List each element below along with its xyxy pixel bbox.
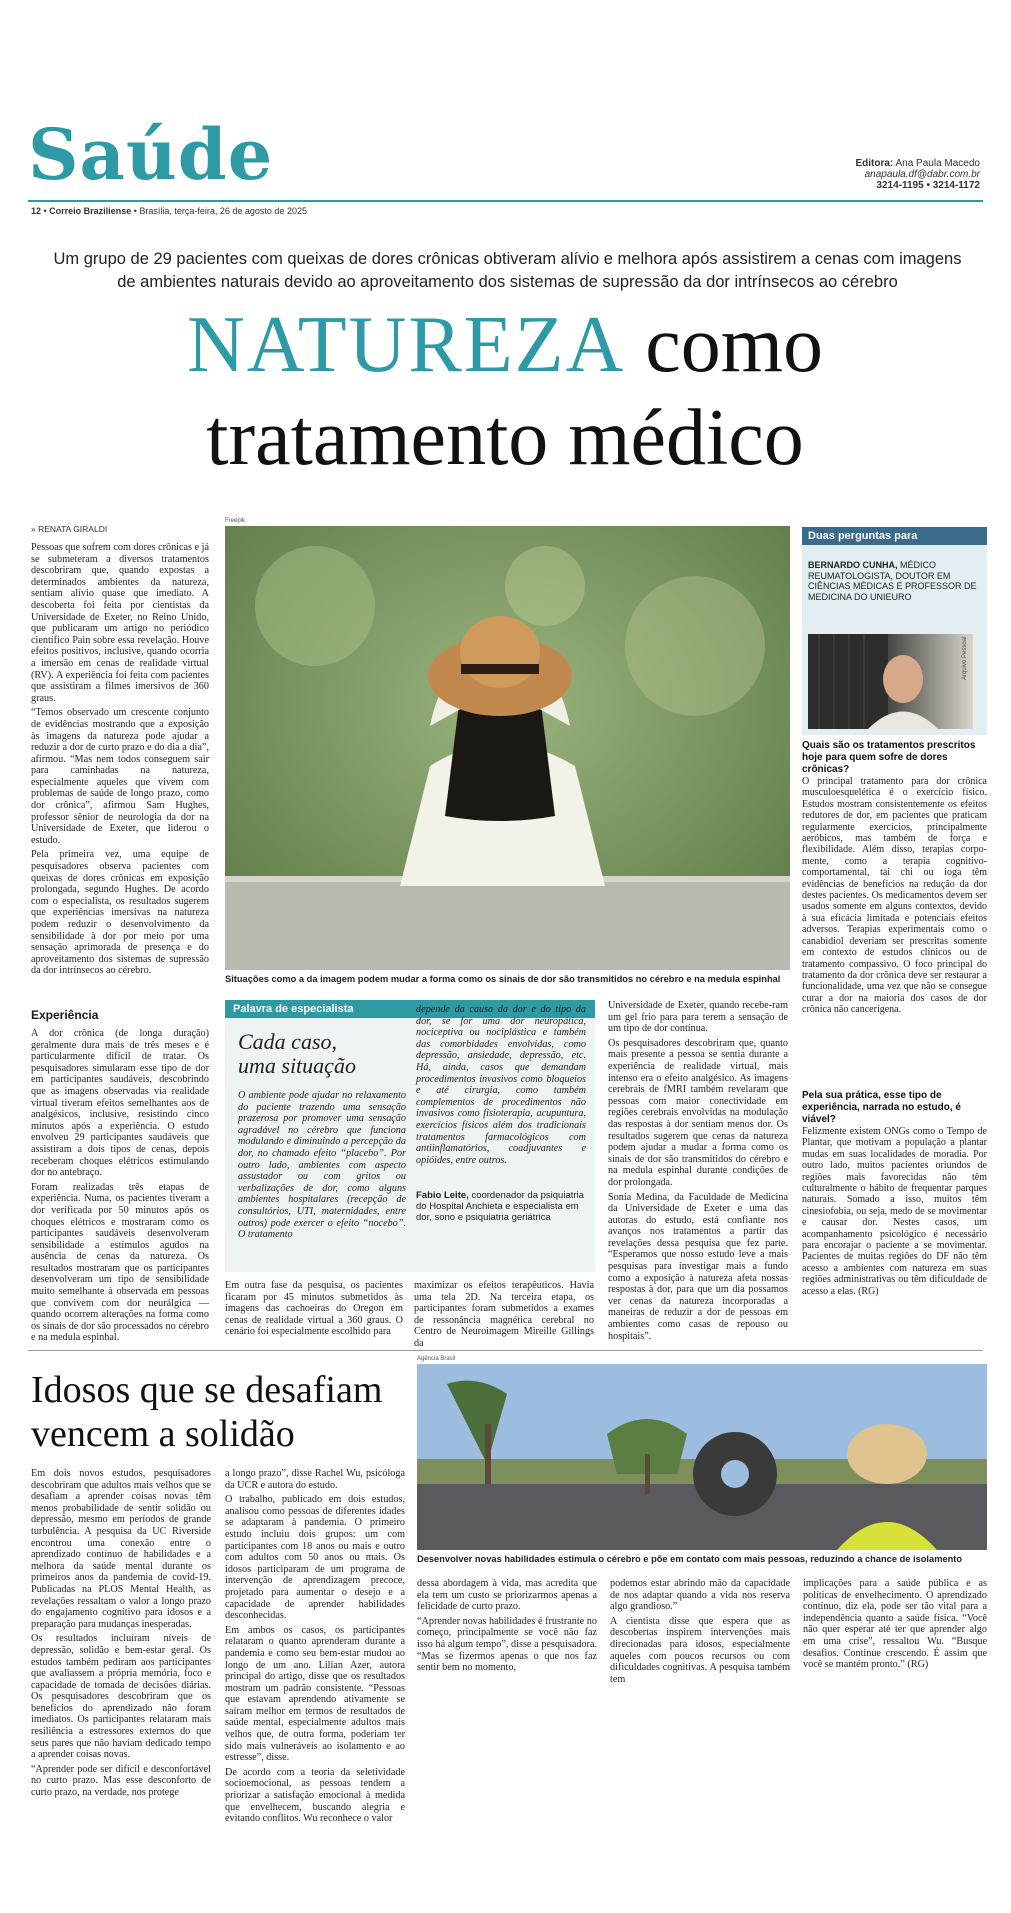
story2-col4 xyxy=(610,1578,790,1908)
photo2 xyxy=(417,1364,987,1550)
sidebar-answer-2: Felizmente existem ONGs como o Tempo de Plantar, que motivam a população a plantar mudas em suas localidades de moradia. Por outro lado, muitos pacientes oriundos de regiões mais favorecidas não têm culturalmente o hábito de frequentar parques naturais. Somado a isso, muitos têm cinesiofobia, ou seja, medo de se movimentar e causar dor. Nestes casos, um acompanhamento psicológico é necessário para encorajar o paciente a se movimentar. Pacientes de muitas regiões do DF não têm acesso a ambientes com natureza em suas regiões administrativas ou têm dificuldade de acesso a elas. (RG) xyxy=(802,1126,987,1297)
paragraph: dessa abordagem à vida, mas acredita que ela tem um custo se priorizarmos apenas a felicidade de curto prazo. xyxy=(417,1578,597,1613)
paragraph: A cientista disse que espera que as descobertas inspirem intervenções mais direcionadas para idosos, especialmente aqueles com poucos recursos ou com dificuldades cognitivas. A pesquisa também tem xyxy=(610,1615,790,1685)
section-title: Saúde xyxy=(28,113,274,196)
mid-bottom-col2: maximizar os efeitos terapêuticos. Havia uma tela 2D. Na terceira etapa, os participantes foram submetidos a exames de ressonância magnética cerebral no Centro de Neuroimagem Mireille Gillings da xyxy=(414,1280,594,1349)
sidebar-photo xyxy=(808,634,973,729)
paragraph: O trabalho, publicado em dois estudos, analisou como pessoas de diferentes idades se adaptaram à pandemia. O primeiro estudo incluiu dois grupos: um com participantes com 18 anos ou mais e outro com adultos com 50 anos ou mais. Os idosos participaram de um programa de intervenção de aprendizagem precoce, projetado para aumentar o desejo e a capacidade de aprender habilidades desconhecidas. xyxy=(225,1494,405,1622)
lead-summary xyxy=(30,248,985,294)
story2-headline xyxy=(31,1368,382,1456)
paragraph: De acordo com a teoria da seletividade socioemocional, as pessoas tendem a priorizar a satisfação emocional à medida que envelhecem, buscando alegria e evitando conflitos. Wu reconhece o valor xyxy=(225,1766,405,1825)
headline-rest: como xyxy=(645,301,823,389)
story2-col3 xyxy=(417,1578,597,1908)
main-column-1 xyxy=(31,542,209,992)
specialist-signature xyxy=(416,1190,586,1223)
mid-bottom-col1: Em outra fase da pesquisa, os pacientes ficaram por 45 minutos submetidos às imagens das cachoeiras do Oregon em cenas de realidade virtual a 360 graus. O cenário foi especialmente escolhido para xyxy=(225,1280,403,1338)
photo1 xyxy=(225,526,790,970)
sidebar-question-1: Quais são os tratamentos prescritos hoje para quem sofre de dores crônicas? xyxy=(802,740,976,775)
paper-name: Correio Braziliense xyxy=(49,206,132,216)
paragraph: Foram realizadas três etapas de experiência. Numa, os pacientes tiveram a dor verificada por 50 minutos após os choques elétricos e mostraram como os participantes saudáveis desenvolveram sensibilidade a estímulos agudos na ausência de cenas da natureza. Os resultados mostraram que os participantes desenvolveram um tipo de sensibilidade muito semelhante à observada em pessoas que convivem com dor neurálgica — quando ocorrem alterações na forma como os sinais de dor são processados no cérebro e na medula espinhal. xyxy=(31,1181,209,1344)
paragraph: Os pesquisadores descobriram que, quanto mais presente a pessoa se sentia durante a experiência de realidade virtual, mais intenso era o efeito analgésico. As imagens cerebrais de fMRI também revelaram que pessoas com maior conectividade em regiões cerebrais envolvidas na modulação das respostas à dor sentiam menos dor. Os resultados sugerem que cenas da natureza podem ajudar a mudar a forma como os sinais de dor são transmitidos do cérebro e na medula espinhal durante condições de dor prolongada. xyxy=(608,1037,788,1188)
paragraph: “Aprender pode ser difícil e desconfortável no curto prazo. Mas esse desconforto de curto prazo, na verdade, nos protege xyxy=(31,1763,211,1799)
paragraph: implicações para a saúde pública e as políticas de envelhecimento. O aprendizado contínuo, diz ela, pode ser tão vital para a independência quanto a saúde física. “Você não quer esperar até ter que aprender algo em uma crise”, ressaltou Wu. “Busque desafios. Continue crescendo. É assim que você se mantém pronto.” (RG) xyxy=(803,1578,987,1671)
photo2-caption: Desenvolver novas habilidades estimula o cérebro e põe em contato com mais pessoas, reduzindo a chance de isolamento xyxy=(417,1554,963,1564)
main-headline xyxy=(20,301,990,389)
specialist-label: Palavra de especialista xyxy=(225,1000,595,1018)
page-number: 12 xyxy=(31,206,42,216)
sidebar-question-2: Pela sua prática, esse tipo de experiência, narrada no estudo, é viável? xyxy=(802,1090,961,1125)
sidebar-photo-credit: Arquivo Pessoal xyxy=(962,636,968,680)
story2-headline-line1: Idosos que se desafiam xyxy=(31,1369,383,1411)
editor-block xyxy=(800,158,980,191)
paragraph: Sonia Medina, da Faculdade de Medicina da Universidade de Exeter e uma das autoras do estudo, está confiante nos avanços nos tratamentos a partir das revelações dessa pesquisa que fez parte. “Esperamos que nosso estudo leve a mais pesquisas para investigar mais a fundo como a exposição à natureza afeta nossas respostas à dor, para que um dia possamos ver cenas da natureza incorporadas a maneiras de reduzir a dor de pessoas em ambientes como casas de repouso ou hospitais”. xyxy=(608,1191,788,1342)
subhead-experiencia: Experiência xyxy=(31,1008,99,1022)
paragraph: Pela primeira vez, uma equipe de pesquisadores observa pacientes com queixas de dores crônicas em exposição prolongada, segundo Hughes. De acordo com o especialista, os resultados sugerem que experiências imersivas na natureza podem reduzir o desenvolvimento da sensibilidade à dor por meio por uma sensação aprimorada de presença e do aproveitamento dos sistemas de supressão da dor intrínsecos ao cérebro. xyxy=(31,849,209,977)
story2-col1 xyxy=(31,1468,211,1908)
story2-col5 xyxy=(803,1578,987,1908)
photo2-credit: Agência Brasil xyxy=(417,1356,456,1362)
lead-summary-line2: de ambientes naturais devido ao aproveitamento dos sistemas de supressão da dor intrínsecos ao cérebro xyxy=(117,273,898,291)
story2-headline-line2: vencem a solidão xyxy=(31,1413,295,1455)
paragraph: Universidade de Exeter, quando recebe-ram um gel frio para para terem a sensação de um tipo de dor contínua. xyxy=(608,1000,788,1035)
editor-name: Ana Paula Macedo xyxy=(895,158,980,169)
masthead-rule xyxy=(28,200,983,202)
editor-phones: 3214-1195 • 3214-1172 xyxy=(876,180,980,191)
elderly-exercise-illustration xyxy=(417,1364,987,1550)
paragraph: podemos estar abrindo mão da capacidade de nos adaptar quando a vida nos reserva algo grandioso.” xyxy=(610,1578,790,1613)
editor-email[interactable]: anapaula.df@dabr.com.br xyxy=(864,169,980,180)
byline: » RENATA GIRALDI xyxy=(31,524,108,534)
sidebar-person-name: BERNARDO CUNHA, xyxy=(808,560,898,570)
photo1-caption: Situações como a da imagem podem mudar a forma como os sinais de dor são transmitidos no cérebro e na medula espinhal xyxy=(225,974,781,984)
photo1-credit: Freepik xyxy=(225,518,246,524)
paragraph: “Aprender novas habilidades é frustrante no começo, principalmente se você não faz isso há algum tempo”, disse a pesquisadora. “Mas se fizermos apenas o que nos faz sentir bem no momento, xyxy=(417,1615,597,1674)
specialist-title-line2: uma situação xyxy=(238,1053,356,1078)
specialist-text-a: O ambiente pode ajudar no relaxamento do paciente trazendo uma sensação prazerosa por promover uma sensação agradável no cérebro que funciona modulando e diminuindo a percepção da dor, no chamado efeito “placebo”. Por outro lado, ambientes com aspecto assustador ou com gritos ou verbalizações de dor, como alguns ambientes hospitalares (recepção de consultórios, UTI, maternidades, entre outros) pode exercer o efeito “nocebo”. O tratamento xyxy=(238,1090,406,1241)
paragraph: Pessoas que sofrem com dores crônicas e já se submeteram a diversos tratamentos descobriram que, quando expostas a determinados ambientes da natureza, sentiam alívio quase que imediato. A descoberta foi feita por cientistas da Universidade de Exeter, no Reino Unido, que publicaram um artigo no periódico científico Pain sobre essa revelação. Houve efeitos positivos, inclusive, quando ocorria a imersão em cenas de realidade virtual (RV). A experiência foi feita com pacientes que assistiram a filmes imersivos de 360 graus. xyxy=(31,542,209,704)
sidebar-person-desc: MÉDICO REUMATOLOGISTA, DOUTOR EM CIÊNCIAS MÉDICAS E PROFESSOR DE MEDICINA DO UNIEURO xyxy=(808,560,977,602)
specialist-role: coordenador da psiquiatria do Hospital Anchieta e especialista em dor, sono e psiquiatria geriátrica xyxy=(416,1190,584,1223)
story2-col2 xyxy=(225,1468,405,1908)
paragraph: A dor crônica (de longa duração) geralmente dura mais de três meses e é particularmente difícil de tratar. Os pesquisadores simularam esse tipo de dor em participantes saudáveis, descobrindo que as imagens observadas via realidade virtual tiveram efeitos semelhantes aos de analgésicos, inclusive, resistindo cinco minutos após a experiência. O estudo envolveu 29 participantes saudáveis que assistiram a dois tipos de cenas, depois receberam choques elétricos estimulando dor no antebraço. xyxy=(31,1028,209,1179)
paragraph: Os resultados incluíram níveis de depressão, solidão e bem-estar geral. Os estudos também pediram aos participantes que avaliassem a própria memória, foco e capacidade de tomada de decisões diárias. Os pesquisadores descobriram que os benefícios do aprendizado não foram imediatos. Os participantes relataram mais resiliência a estressores externos do que seus pares que não haviam dedicado tempo a aprender coisas novas. xyxy=(31,1633,211,1761)
masthead-meta: 12 • Correio Braziliense • Brasília, terça-feira, 26 de agosto de 2025 xyxy=(31,206,307,216)
story2-rule xyxy=(28,1350,983,1351)
specialist-title xyxy=(238,1030,356,1078)
specialist-text-b: depende da causa da dor e do tipo da dor, se for uma dor neuropática, nociceptiva ou nociplástica e também das comorbidades envolvidas, como depressão, ansiedade, depressão, etc. Há, ainda, casos que demandam procedimentos invasivos como bloqueios e até cirurgia, como também complementos de procedimentos não invasivos como fisioterapia, acupuntura, exercícios físicos além dos tradicionais tratamentos farmacológicos com antiinflamatórios, coadjuvantes e opióides, entre outros. xyxy=(416,1004,586,1166)
specialist-name: Fabio Leite, xyxy=(416,1190,469,1201)
sidebar-header: Duas perguntas para xyxy=(802,527,987,545)
person-portrait-icon xyxy=(808,634,973,729)
main-headline-line2: tratamento médico xyxy=(206,394,804,482)
paragraph: Em dois novos estudos, pesquisadores descobriram que adultos mais velhos que se desafiam a aprender coisas novas têm menos probabilidade de sentir solidão ou depressão, mesmo em períodos de grande turbulência. A pesquisa da UC Riverside encontrou uma conexão entre o aprendizado contínuo de habilidades e a melhora da saúde mental durante os primeiros anos da pandemia de covid-19. Publicadas na PLOS Mental Health, as revelações ressaltam o valor a longo prazo do engajamento cognitivo para idosos e a preparação para mudanças inesperadas. xyxy=(31,1468,211,1630)
dateline: Brasília, terça-feira, 26 de agosto de 2025 xyxy=(139,206,307,216)
main-column-1b xyxy=(31,1028,209,1344)
paragraph: Em ambos os casos, os participantes relataram o quanto aprenderam durante a pandemia e como seu bem-estar mudou ao longo de um ano. Lilian Azer, autora principal do artigo, disse que os resultados mostram um padrão consistente. “Pessoas que estavam aprendendo ativamente se saíram melhor em termos de resultados de saúde mental, especialmente adultos mais velhos que, de outra forma, poderiam ter sido mais vulneráveis ao isolamento e ao estresse”, disse. xyxy=(225,1624,405,1764)
woman-hat-illustration xyxy=(225,526,790,970)
paragraph: a longo prazo”, disse Rachel Wu, psicóloga da UCR e autora do estudo. xyxy=(225,1468,405,1491)
main-column-4 xyxy=(608,1000,788,1340)
sidebar-answer-1: O principal tratamento para dor crônica musculoesquelética é o exercício físico. Estudos mostram consistentemente os efeitos redutores de dor, em pacientes que praticam regularmente exercícios, principalmente aeróbicos, mas também de força e flexibilidade. Além disso, terapias corpo-mente, como a terapia cognitivo-comportamental, tai chi ou ioga têm evidências de benefícios na redução da dor destes pacientes. Os medicamentos devem ser usados somente em alguns contextos, devido à sua eficácia limitada e potenciais efeitos adversos. Terapias experimentais como o canabidiol deveriam ser prescritas somente em contexto de estudos clínicos ou de tratamento compassivo. O foco principal do tratamento da dor crônica deve ser restaurar a funcionalidade, uma vez que não se consegue curar a dor na maioria dos casos de dor crônica não cancerígena. xyxy=(802,776,987,1016)
sidebar-person xyxy=(808,560,983,602)
specialist-title-line1: Cada caso, xyxy=(238,1029,337,1054)
lead-summary-line1: Um grupo de 29 pacientes com queixas de dores crônicas obtiveram alívio e melhora após assistirem a cenas com imagens xyxy=(53,250,962,268)
headline-accent: NATUREZA xyxy=(187,301,626,389)
paragraph: “Temos observado um crescente conjunto de evidências mostrando que a exposição às imagens da natureza pode ajudar a reduzir a dor de curto prazo e do dia a dia”, afirmou. “Mas nem todos conseguem sair para caminhadas na natureza, especialmente aqueles que vivem com problemas de saúde de longo prazo, como dor crônica”, afirmou Sam Hughes, professor sênior de neurologia da dor na Universidade de Exeter, que liderou o estudo. xyxy=(31,707,209,846)
editor-label: Editora: xyxy=(855,158,894,169)
